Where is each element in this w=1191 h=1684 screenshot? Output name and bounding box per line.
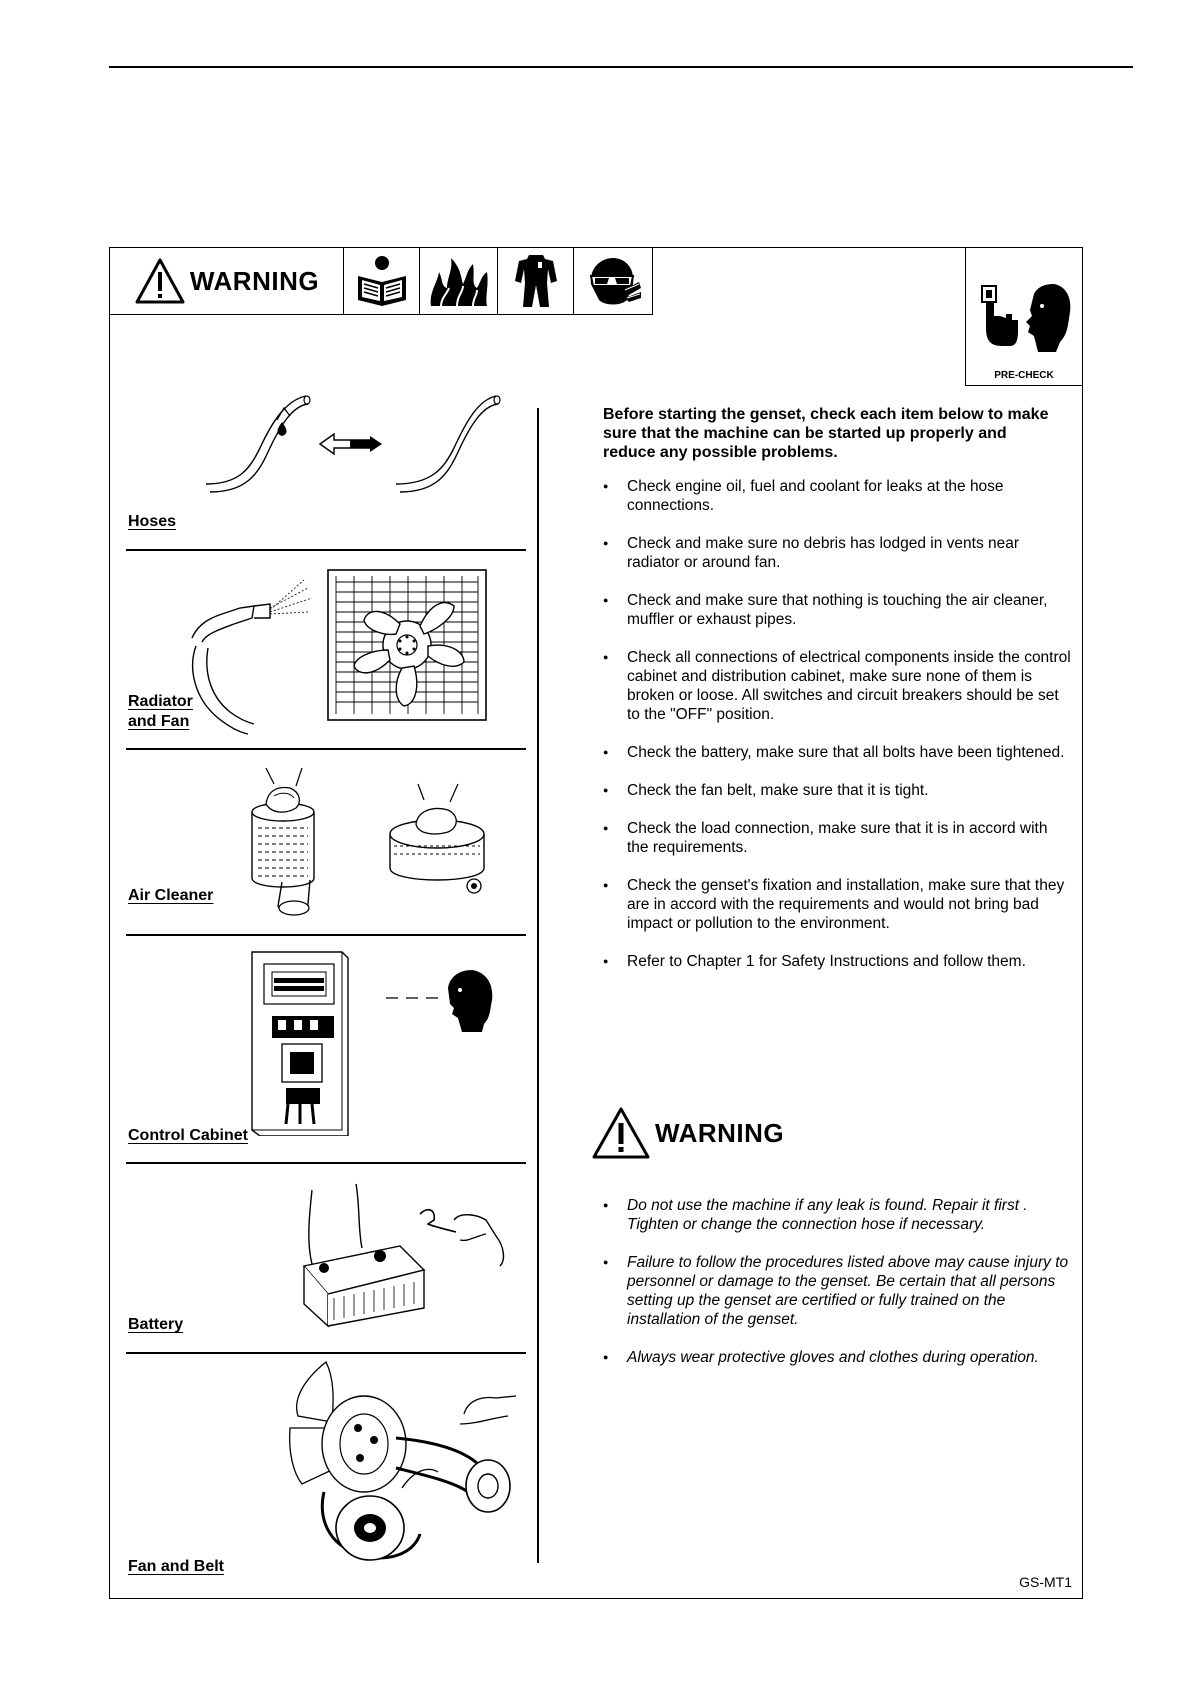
read-manual-cell bbox=[344, 248, 420, 314]
section-divider bbox=[126, 1352, 526, 1354]
checklist-item: ● Check the fan belt, make sure that it is tight. bbox=[603, 781, 1073, 800]
eye-protection-cell bbox=[574, 248, 652, 314]
warning-item: ● Failure to follow the procedures listed above may cause injury to personnel or damage to the genset. Be certain that all persons setting up the genset are certified or fully trained on the installation of the genset. bbox=[603, 1253, 1073, 1329]
fan-belt-illustration bbox=[278, 1358, 528, 1568]
section-label-air-cleaner: Air Cleaner bbox=[128, 887, 214, 904]
protective-clothing-icon bbox=[513, 253, 559, 309]
section-label-fan-belt: Fan and Belt bbox=[128, 1558, 225, 1575]
precheck-box bbox=[965, 248, 1082, 386]
checklist-item: ● Check the load connection, make sure that it is in accord with the requirements. bbox=[603, 819, 1073, 857]
section-divider bbox=[126, 934, 526, 936]
precheck-panel bbox=[109, 247, 1083, 1599]
precheck-label: PRE-CHECK bbox=[994, 370, 1054, 381]
checklist-item: ● Check and make sure that nothing is touching the air cleaner, muffler or exhaust pipes. bbox=[603, 591, 1073, 629]
warning-triangle-icon bbox=[591, 1106, 651, 1160]
control-cabinet-illustration bbox=[250, 948, 530, 1136]
section-divider bbox=[126, 748, 526, 750]
checklist-item: ● Check the genset's fixation and installation, make sure that they are in accord with the requirements and would not bring bad impact or pollution to the environment. bbox=[603, 876, 1073, 933]
section-label-control-cabinet: Control Cabinet bbox=[128, 1127, 248, 1144]
secondary-warning-banner bbox=[591, 1106, 784, 1160]
section-divider bbox=[126, 549, 526, 551]
warning-label: WARNING bbox=[189, 265, 320, 296]
radiator-fan-illustration bbox=[188, 568, 518, 740]
section-label-battery: Battery bbox=[128, 1316, 184, 1333]
section-divider bbox=[126, 1162, 526, 1164]
warning-item: ● Do not use the machine if any leak is found. Repair it first . Tighten or change the connection hose if necessary. bbox=[603, 1196, 1073, 1234]
warning-triangle-icon bbox=[134, 257, 186, 305]
checklist-item: ● Check the battery, make sure that all bolts have been tightened. bbox=[603, 743, 1073, 762]
top-rule bbox=[109, 66, 1133, 68]
document-code: GS-MT1 bbox=[1019, 1574, 1072, 1590]
section-label-hoses: Hoses bbox=[128, 513, 177, 530]
hoses-illustration bbox=[200, 388, 510, 498]
checklist-item: ● Refer to Chapter 1 for Safety Instructions and follow them. bbox=[603, 952, 1073, 971]
air-cleaner-illustration bbox=[238, 764, 498, 926]
warning-item: ● Always wear protective gloves and clothes during operation. bbox=[603, 1348, 1073, 1367]
checklist bbox=[603, 477, 1073, 971]
protective-clothing-cell bbox=[498, 248, 574, 314]
column-divider bbox=[537, 408, 539, 1563]
precheck-hand-head-icon bbox=[976, 282, 1072, 364]
checklist-item: ● Check and make sure no debris has lodged in vents near radiator or around fan. bbox=[603, 534, 1073, 572]
read-manual-icon bbox=[352, 254, 412, 308]
warning-list bbox=[603, 1196, 1073, 1367]
checklist-item: ● Check engine oil, fuel and coolant for leaks at the hose connections. bbox=[603, 477, 1073, 515]
fire-hazard-icon bbox=[427, 254, 491, 308]
warning-banner bbox=[110, 248, 344, 314]
battery-illustration bbox=[300, 1170, 540, 1328]
intro-text: Before starting the genset, check each item below to make sure that the machine can be started up properly and reduce any possible problems. bbox=[603, 406, 1049, 461]
eye-protection-icon bbox=[583, 254, 643, 308]
section-label-radiator: Radiator and Fan bbox=[128, 693, 193, 730]
fire-hazard-cell bbox=[420, 248, 498, 314]
warning-header bbox=[110, 248, 653, 315]
warning-label: WARNING bbox=[655, 1117, 785, 1148]
checklist-item: ● Check all connections of electrical components inside the control cabinet and distribution cabinet, make sure none of them is broken or loose. All switches and circuit breakers should be set to the "OFF" position. bbox=[603, 648, 1073, 724]
